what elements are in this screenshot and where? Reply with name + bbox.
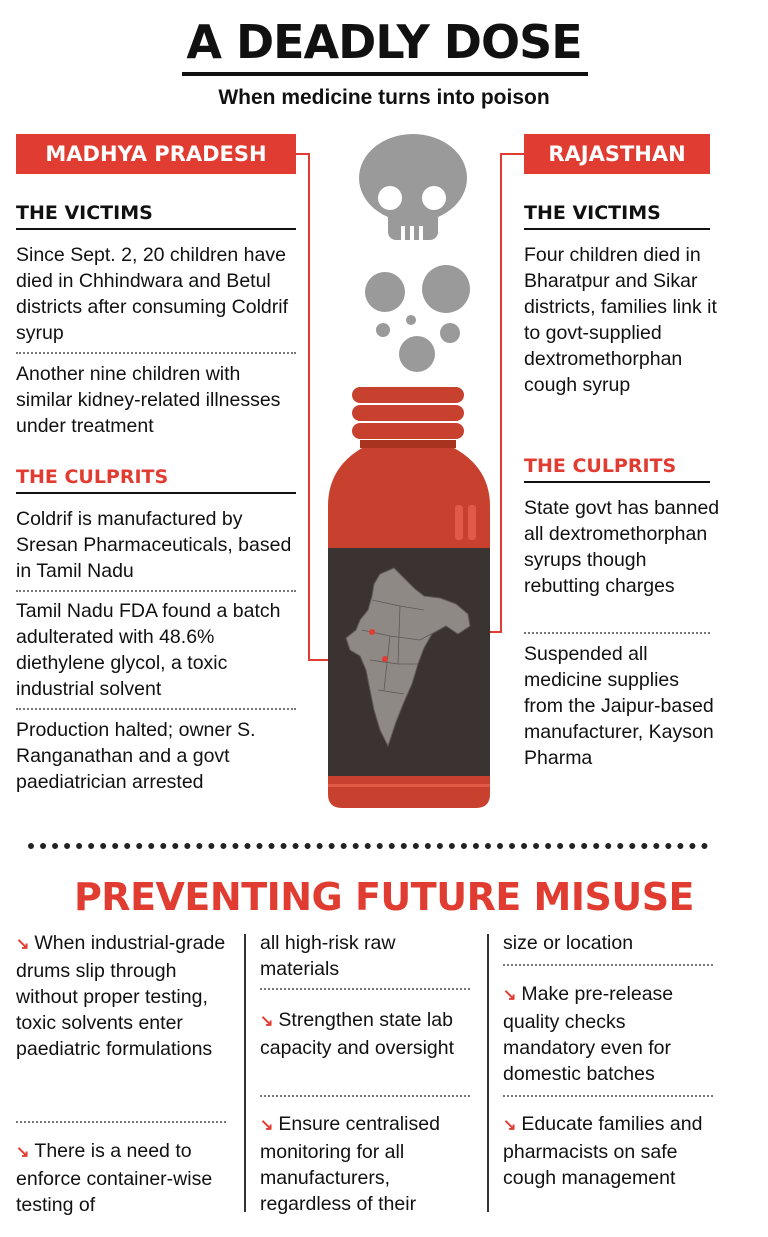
column-divider xyxy=(244,934,246,1212)
main-title: A DEADLY DOSE xyxy=(186,15,582,69)
poison-bottle-illustration xyxy=(310,125,500,815)
divider xyxy=(524,632,710,634)
mp-victims-item-2: Another nine children with similar kidney-related illnesses under treatment xyxy=(16,363,281,437)
bubbles-icon xyxy=(365,265,470,372)
mp-culprits-heading: THE CULPRITS xyxy=(16,464,296,494)
divider xyxy=(16,1121,226,1123)
red-arrow-down-right-icon: ↘ xyxy=(503,1117,517,1134)
madhya-pradesh-label: MADHYA PRADESH xyxy=(16,134,296,174)
red-arrow-down-right-icon: ↘ xyxy=(260,1117,274,1134)
mp-victims-heading: THE VICTIMS xyxy=(16,200,296,230)
mp-culprits-item-3: Production halted; owner S. Ranganathan and a govt paediatrician arrested xyxy=(16,719,256,793)
prevention-item-1: ↘ When industrial-grade drums slip through without proper testing, toxic solvents enter paediatric formulations xyxy=(16,932,226,1060)
divider xyxy=(16,590,296,592)
mp-victims-item-1: Since Sept. 2, 20 children have died in Chhindwara and Betul districts after consuming Coldrif syrup xyxy=(16,244,289,344)
rj-culprits-heading: THE CULPRITS xyxy=(524,453,710,483)
subtitle: When medicine turns into poison xyxy=(218,86,550,109)
red-arrow-down-right-icon: ↘ xyxy=(16,936,30,953)
column-divider xyxy=(487,934,489,1212)
divider xyxy=(503,1095,713,1097)
title-underline xyxy=(182,72,588,76)
rj-culprits-item-2: Suspended all medicine supplies from the Jaipur-based manufacturer, Kayson Pharma xyxy=(524,643,714,769)
prevention-item-5: ↘ Make pre-release quality checks mandatory even for domestic batches xyxy=(503,983,674,1085)
rajasthan-label: RAJASTHAN xyxy=(524,134,710,174)
divider xyxy=(503,964,713,966)
prevention-item-6: ↘ Educate families and pharmacists on safe cough management xyxy=(503,1113,703,1189)
divider xyxy=(16,708,296,710)
rj-victims-item-1: Four children died in Bharatpur and Sikar districts, families link it to govt-supplied dextromethorphan cough syrup xyxy=(524,244,717,396)
red-arrow-down-right-icon: ↘ xyxy=(503,987,517,1004)
red-arrow-down-right-icon: ↘ xyxy=(260,1013,274,1030)
prevention-item-2-continued: all high-risk raw materials xyxy=(260,932,396,980)
bottle-cap xyxy=(352,387,464,439)
prevention-item-4: ↘ Ensure centralised monitoring for all manufacturers, regardless of their xyxy=(260,1113,440,1215)
rj-leader-line-vertical xyxy=(500,153,502,632)
divider xyxy=(16,352,296,354)
rj-culprits-item-1: State govt has banned all dextromethorphan syrups though rebutting charges xyxy=(524,497,720,597)
prevention-item-4-continued: size or location xyxy=(503,932,634,954)
skull-icon xyxy=(359,134,467,240)
section-divider xyxy=(28,843,708,849)
rj-leader-line xyxy=(500,153,524,155)
prevention-item-3: ↘ Strengthen state lab capacity and oversight xyxy=(260,1009,455,1059)
divider xyxy=(260,1095,470,1097)
prevention-heading: PREVENTING FUTURE MISUSE xyxy=(73,875,695,919)
divider xyxy=(260,988,470,990)
prevention-item-2: ↘ There is a need to enforce container-wise testing of xyxy=(16,1140,213,1216)
mp-culprits-item-2: Tamil Nadu FDA found a batch adulterated with 48.6% diethylene glycol, a toxic industrial solvent xyxy=(16,600,281,700)
red-arrow-down-right-icon: ↘ xyxy=(16,1144,30,1161)
mp-culprits-item-1: Coldrif is manufactured by Sresan Pharmaceuticals, based in Tamil Nadu xyxy=(16,508,292,582)
rj-victims-heading: THE VICTIMS xyxy=(524,200,710,230)
